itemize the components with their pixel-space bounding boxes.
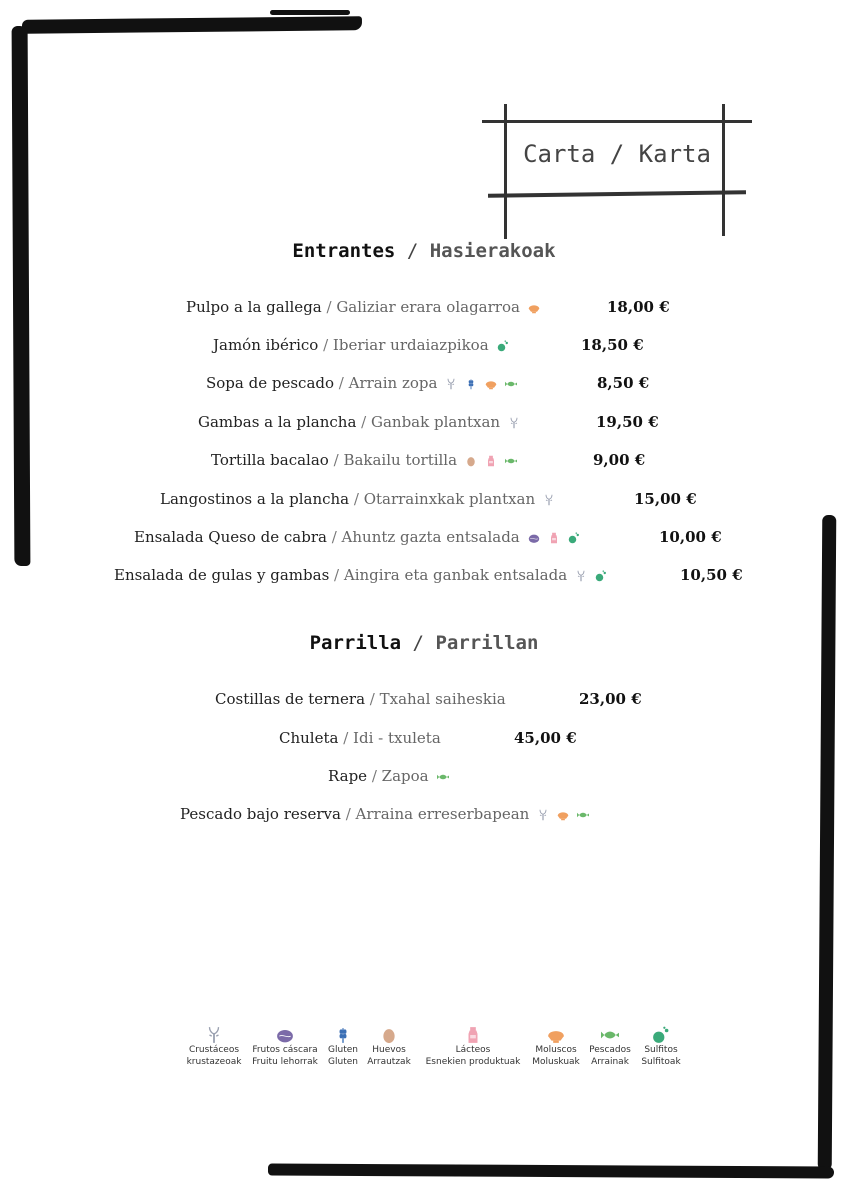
- dish-name-separator: /: [326, 528, 342, 546]
- dish-name-eu: Zapoa: [381, 767, 429, 785]
- legend-item-eggs: [360, 1022, 418, 1082]
- dish-name-es: Pescado bajo reserva: [180, 805, 341, 823]
- menu-item-entrantes: [198, 409, 520, 435]
- crustaceans-icon: [176, 1022, 252, 1044]
- page-title: Carta / Karta: [523, 140, 711, 168]
- brush-frame-right: [818, 515, 837, 1170]
- dish-name-es: Rape: [328, 767, 368, 785]
- dish-name-separator: /: [356, 413, 371, 431]
- legend-label-eu: krustazeoak: [186, 1057, 242, 1067]
- fish-icon: [505, 378, 517, 390]
- legend-label-es: Lácteos: [455, 1045, 491, 1055]
- legend-item-nuts: [247, 1022, 323, 1082]
- dish-name-es: Costillas de ternera: [215, 690, 366, 708]
- sulphites-icon: [568, 532, 580, 544]
- legend-label-eu: Arrainak: [591, 1057, 629, 1067]
- gluten-icon: [465, 378, 477, 390]
- legend-label-eu: Sulfitoak: [641, 1057, 681, 1067]
- dish-price: 19,50 €: [596, 413, 659, 431]
- sulphites-icon: [595, 570, 607, 582]
- dish-price: 10,50 €: [680, 566, 743, 584]
- dish-price: 10,00 €: [659, 528, 722, 546]
- menu-item-entrantes: [114, 562, 607, 588]
- legend-label-eu: Esnekien produktuak: [425, 1057, 521, 1067]
- eggs-icon: [360, 1022, 418, 1044]
- dish-name-separator: /: [367, 767, 382, 785]
- menu-item-entrantes: [160, 486, 555, 512]
- eggs-icon: [465, 455, 477, 467]
- brush-frame-top: [22, 16, 362, 34]
- crustaceans-icon: [445, 378, 457, 390]
- section-title-es: Parrilla: [309, 632, 402, 654]
- fish-icon: [583, 1022, 637, 1044]
- section-title-eu: Hasierakoak: [429, 240, 556, 262]
- dish-name-eu: Ahuntz gazta entsalada: [341, 528, 520, 546]
- sulphites-icon: [497, 340, 509, 352]
- legend-label-es: Moluscos: [535, 1045, 577, 1055]
- dish-name-separator: /: [328, 451, 344, 469]
- menu-item-entrantes: [213, 332, 509, 358]
- legend-item-gluten: [321, 1022, 365, 1082]
- legend-item-molluscs: [527, 1022, 585, 1082]
- menu-item-entrantes: [206, 370, 517, 396]
- crustaceans-icon: [508, 417, 520, 429]
- menu-item-parrilla: [328, 763, 449, 789]
- menu-item-entrantes: [134, 524, 580, 550]
- dish-name-eu: Bakailu tortilla: [343, 451, 458, 469]
- brush-frame-left: [12, 26, 31, 566]
- legend-label-es: Frutos cáscara: [252, 1045, 318, 1055]
- dish-price: 45,00 €: [514, 729, 577, 747]
- legend-label-es: Gluten: [328, 1045, 358, 1055]
- dish-name-separator: /: [338, 729, 354, 747]
- fish-icon: [577, 809, 589, 821]
- nuts-icon: [528, 532, 540, 544]
- dish-price: 15,00 €: [634, 490, 697, 508]
- dish-name-es: Ensalada Queso de cabra: [134, 528, 327, 546]
- dish-name-es: Tortilla bacalao: [211, 451, 329, 469]
- legend-item-sulphites: [636, 1022, 686, 1082]
- dish-price: 9,00 €: [593, 451, 646, 469]
- dairy-icon: [485, 455, 497, 467]
- title-box-line: [482, 120, 752, 123]
- legend-label-es: Sulfitos: [644, 1045, 678, 1055]
- section-title-es: Entrantes: [292, 240, 396, 262]
- dish-name-separator: /: [349, 490, 364, 508]
- dish-name-separator: /: [365, 690, 380, 708]
- fish-icon: [505, 455, 517, 467]
- dish-name-separator: /: [340, 805, 356, 823]
- legend-label-eu: Fruitu lehorrak: [252, 1057, 318, 1067]
- dish-name-eu: Otarrainxkak plantxan: [363, 490, 536, 508]
- molluscs-icon: [527, 1022, 585, 1044]
- dairy-icon: [417, 1022, 529, 1044]
- dish-name-es: Chuleta: [279, 729, 339, 747]
- section-title-separator: /: [406, 240, 419, 262]
- dish-name-eu: Arrain zopa: [348, 374, 438, 392]
- dish-price: 18,50 €: [581, 336, 644, 354]
- dish-name-eu: Iberiar urdaiazpikoa: [332, 336, 489, 354]
- dish-name-eu: Txahal saiheskia: [379, 690, 506, 708]
- menu-item-parrilla: [279, 725, 441, 751]
- dish-name-separator: /: [329, 566, 344, 584]
- nuts-icon: [247, 1022, 323, 1044]
- dish-price: 23,00 €: [579, 690, 642, 708]
- dish-name-eu: Ganbak plantxan: [370, 413, 501, 431]
- brush-frame-top-stroke: [270, 10, 350, 15]
- legend-item-crustaceans: [176, 1022, 252, 1082]
- menu-item-entrantes: [211, 447, 517, 473]
- legend-label-eu: Moluskuak: [532, 1057, 580, 1067]
- dish-price: 18,00 €: [607, 298, 670, 316]
- dish-name-eu: Idi - txuleta: [353, 729, 441, 747]
- section-title-eu: Parrillan: [435, 632, 539, 654]
- menu-item-parrilla: [215, 686, 506, 712]
- title-box: [482, 104, 752, 239]
- legend-item-dairy: [417, 1022, 529, 1082]
- dish-name-separator: /: [334, 374, 349, 392]
- section-title-parrilla: [0, 632, 848, 654]
- molluscs-icon: [485, 378, 497, 390]
- legend-label-eu: Arrautzak: [367, 1057, 411, 1067]
- dish-name-es: Ensalada de gulas y gambas: [114, 566, 330, 584]
- dish-name-es: Pulpo a la gallega: [186, 298, 322, 316]
- title-box-line: [488, 190, 746, 198]
- crustaceans-icon: [575, 570, 587, 582]
- dish-name-eu: Galiziar erara olagarroa: [336, 298, 520, 316]
- crustaceans-icon: [537, 809, 549, 821]
- fish-icon: [437, 771, 449, 783]
- brush-frame-bottom: [268, 1164, 834, 1179]
- dairy-icon: [548, 532, 560, 544]
- section-title-entrantes: [0, 240, 848, 262]
- dish-name-es: Jamón ibérico: [213, 336, 319, 354]
- legend-label-es: Huevos: [372, 1045, 406, 1055]
- dish-name-separator: /: [318, 336, 333, 354]
- sulphites-icon: [636, 1022, 686, 1044]
- menu-item-entrantes: [186, 294, 540, 320]
- gluten-icon: [321, 1022, 365, 1044]
- section-title-separator: /: [412, 632, 424, 654]
- dish-price: 8,50 €: [597, 374, 650, 392]
- dish-name-es: Langostinos a la plancha: [160, 490, 350, 508]
- dish-name-eu: Aingira eta ganbak entsalada: [343, 566, 568, 584]
- molluscs-icon: [528, 302, 540, 314]
- title-box-line: [722, 104, 725, 236]
- legend-item-fish: [583, 1022, 637, 1082]
- legend-label-es: Crustáceos: [188, 1045, 240, 1055]
- menu-item-parrilla: [180, 801, 589, 827]
- dish-name-eu: Arraina erreserbapean: [355, 805, 530, 823]
- crustaceans-icon: [543, 494, 555, 506]
- legend-label-es: Pescados: [589, 1045, 631, 1055]
- molluscs-icon: [557, 809, 569, 821]
- title-box-line: [504, 104, 507, 239]
- dish-name-separator: /: [321, 298, 337, 316]
- dish-name-es: Sopa de pescado: [206, 374, 335, 392]
- legend-label-eu: Gluten: [328, 1057, 358, 1067]
- dish-name-es: Gambas a la plancha: [198, 413, 357, 431]
